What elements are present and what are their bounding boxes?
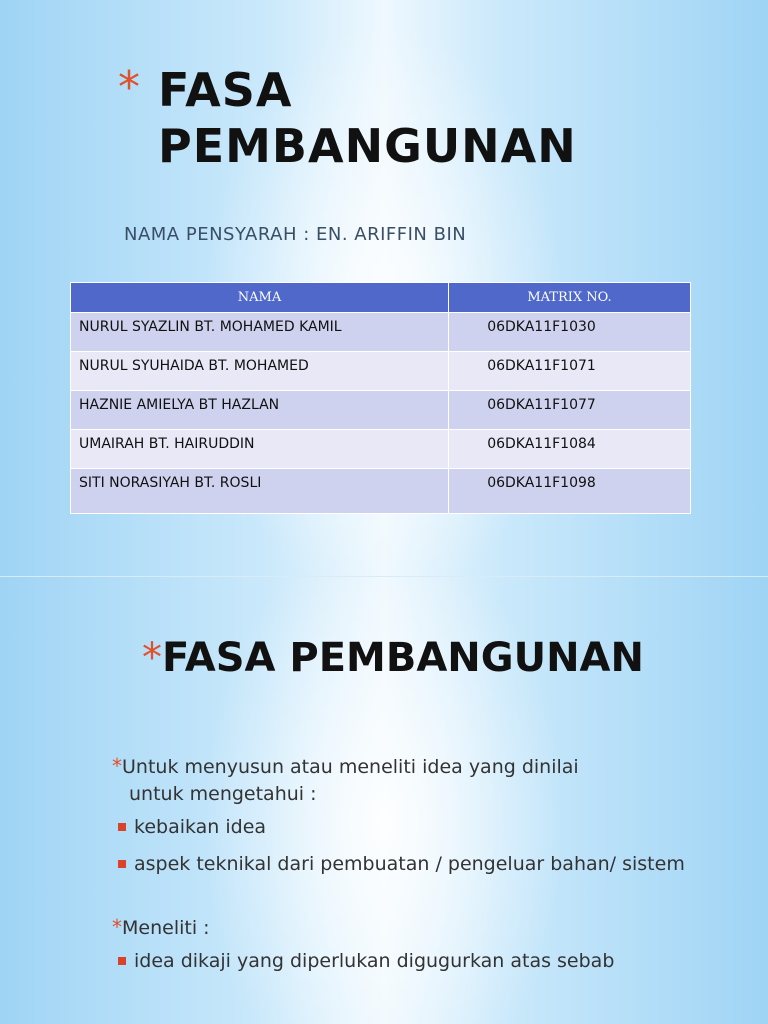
square-bullet-icon xyxy=(118,860,126,868)
slide-2-body xyxy=(112,753,712,985)
header-matrix-no: MATRIX NO. xyxy=(449,283,691,313)
point-1-bullets xyxy=(112,814,712,878)
square-bullet-icon xyxy=(118,823,126,831)
matrix-number: 06DKA11F1030 xyxy=(449,313,691,352)
point-1-line-1: Untuk menyusun atau meneliti idea yang dinilai xyxy=(122,756,579,778)
point-1 xyxy=(112,753,712,808)
asterisk-icon: * xyxy=(112,754,122,778)
matrix-number: 06DKA11F1084 xyxy=(449,430,691,469)
list-item xyxy=(112,814,712,841)
point-1-line-2: untuk mengetahui : xyxy=(129,783,317,805)
table-row xyxy=(71,313,691,352)
slide-2-title xyxy=(142,635,644,681)
matrix-number: 06DKA11F1077 xyxy=(449,391,691,430)
student-name: SITI NORASIYAH BT. ROSLI xyxy=(71,469,449,514)
student-name: NURUL SYAZLIN BT. MOHAMED KAMIL xyxy=(71,313,449,352)
slide-1-title xyxy=(118,62,638,174)
bullet-text: idea dikaji yang diperlukan digugurkan atas sebab xyxy=(134,950,615,972)
slide-1-title-text: FASA PEMBANGUNAN xyxy=(158,63,577,173)
point-2-bullets xyxy=(112,948,712,975)
asterisk-icon: * xyxy=(142,635,162,681)
student-name: UMAIRAH BT. HAIRUDDIN xyxy=(71,430,449,469)
list-item xyxy=(112,851,712,878)
header-nama: NAMA xyxy=(71,283,449,313)
square-bullet-icon xyxy=(118,957,126,965)
slide-2-title-text: FASA PEMBANGUNAN xyxy=(162,635,644,681)
matrix-number: 06DKA11F1071 xyxy=(449,352,691,391)
bullet-text: aspek teknikal dari pembuatan / pengeluar bahan/ sistem xyxy=(134,853,685,875)
slide-2 xyxy=(0,577,768,1024)
asterisk-icon: * xyxy=(118,62,141,113)
list-item xyxy=(112,948,712,975)
lecturer-name: NAMA PENSYARAH : EN. ARIFFIN BIN xyxy=(124,224,467,245)
bullet-text: kebaikan idea xyxy=(134,816,267,838)
point-2 xyxy=(112,914,712,942)
student-name: NURUL SYUHAIDA BT. MOHAMED xyxy=(71,352,449,391)
table-header-row xyxy=(71,283,691,313)
point-2-line-1: Meneliti : xyxy=(122,917,210,939)
table-row xyxy=(71,391,691,430)
student-table xyxy=(70,282,691,514)
table-row xyxy=(71,469,691,514)
table-row xyxy=(71,352,691,391)
matrix-number: 06DKA11F1098 xyxy=(449,469,691,514)
student-name: HAZNIE AMIELYA BT HAZLAN xyxy=(71,391,449,430)
table-row xyxy=(71,430,691,469)
asterisk-icon: * xyxy=(112,915,122,939)
